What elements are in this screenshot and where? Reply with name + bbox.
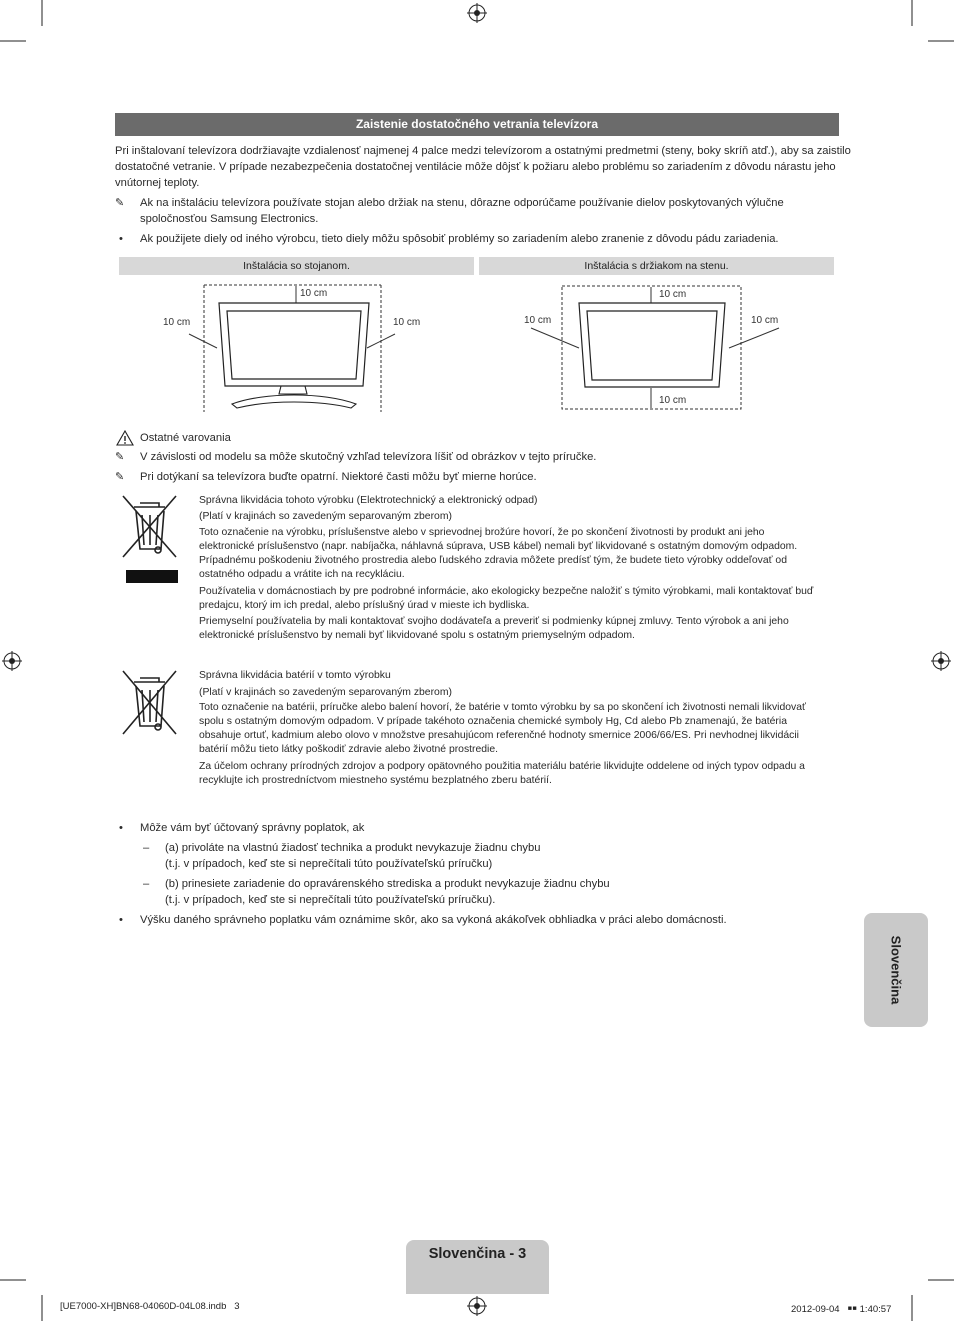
stand-left-distance: 10 cm [163,317,191,328]
product-disposal-line-5: Používatelia v domácnostiach by pre podrobné informácie, ako ekologicky bezpečne naložiť s týmito výrobkami, mali kontaktovať buď [199,586,814,597]
product-disposal-title: Správna likvidácia tohoto výrobku (Elektrotechnický a elektronický odpad) [199,495,538,506]
note-line-1: Ak na inštaláciu televízora používate stojan alebo držiak na stenu, dôrazne odporúčame používanie dielov poskytovaných výlučne [140,197,784,209]
product-disposal-line-8: elektronické príslušenstvo by nemali byť likvidované spolu s ostatným priemyselným odpadom. [199,630,635,641]
wall-top-distance: 10 cm [659,289,687,300]
bullet-icon: • [119,233,123,245]
section-title: Zaistenie dostatočného vetrania televízora [115,113,839,136]
battery-disposal-line-3: obsahuje ortuť, kadmium alebo olovo v množstve presahujúcom referenčné hodnoty smernice 2006/66/ES. Pri nevhodnej likvidácii [199,730,799,741]
product-disposal-line-1: Toto označenie na výrobku, príslušenstve alebo v sprievodnej brožúre hovorí, že po skončení životnosti by produkt ani jeho [199,527,765,538]
wall-installation-diagram [479,276,834,416]
wall-left-distance: 10 cm [524,315,552,326]
warning-triangle-icon [116,430,134,446]
wall-caption: Inštalácia s držiakom na stenu. [479,257,834,275]
language-side-tab-label: Slovenčina [888,935,904,1005]
warning-note-1: V závislosti od modelu sa môže skutočný vzhľad televízora líšiť od obrázkov v tejto príručke. [140,451,597,463]
note-icon: ✎ [115,197,125,209]
battery-disposal-line-1: Toto označenie na batérii, príručke alebo balení hovorí, že batérie v tomto výrobku by sa po skončení ich životnosti nemali likvidovať [199,702,806,713]
stand-installation-diagram [119,276,474,416]
product-disposal-line-3: Prípadnému poškodeniu životného prostredia alebo ľudského zdravia môžete predísť tým, že budete tieto výrobky oddeľovať od [199,555,787,566]
footer-timestamp: 2012-09-04 ￭￭ 1:40:57 [791,1304,892,1315]
wall-bottom-distance: 10 cm [659,395,687,406]
fee-dash-2-icon: – [143,878,150,890]
fee-dash-1-line-2: (t.j. v prípadoch, keď ste si neprečítali túto používateľskú príručku) [165,858,493,870]
battery-disposal-line-5: Za účelom ochrany prírodných zdrojov a podpory opätovného použitia materiálu batérie likvidujte oddelene od iných typov odpadu a [199,761,805,772]
warning-note-2: Pri dotýkaní sa televízora buďte opatrní. Niektoré časti môžu byť mierne horúce. [140,471,537,483]
intro-line-2: dostatočné vetranie. V prípade nezabezpečenia dostatočnej ventilácie môže dôjsť k požiaru alebo problému so zariadením z dôvodu nárastu jeho [115,161,836,173]
fee-bullet-1-icon: • [119,822,123,834]
warnings-title: Ostatné varovania [140,432,231,444]
product-disposal-line-6: predajcu, ktorý im ich predal, alebo príslušný úrad v mieste ich bydliska. [199,600,530,611]
fee-bullet-2-icon: • [119,914,123,926]
intro-line-1: Pri inštalovaní televízora dodržiavajte vzdialenosť najmenej 4 palce medzi televízorom a ostatnými predmetmi (steny, boky skríň atď.), aby sa zaistilo [115,145,851,157]
fee-dash-2-line-2: (t.j. v prípadoch, keď ste si neprečítali túto používateľskú príručku). [165,894,496,906]
battery-disposal-line-4: batérií môžu tieto látky poškodiť zdravie alebo životné prostredie. [199,744,499,755]
product-disposal-line-4: ostatného odpadu a vrátite ich na recykláciu. [199,569,405,580]
warning-note-icon-2: ✎ [115,471,125,483]
fee-dash-1-line-1: (a) privoláte na vlastnú žiadosť technika a produkt nevykazuje žiadnu chybu [165,842,541,854]
language-side-tab [864,913,928,1027]
fee-bullet-1: Môže vám byť účtovaný správny poplatok, ak [140,822,365,834]
product-disposal-subtitle: (Platí v krajinách so zavedeným separovaným zberom) [199,511,452,522]
product-disposal-line-2: elektronické príslušenstvo (napr. nabíjačka, náhlavná súprava, USB kábel) nemali byť likvidované s ostatným domovým odpadom. [199,541,798,552]
product-disposal-line-7: Priemyselní používatelia by mali kontaktovať svojho dodávateľa a preveriť si podmienky kúpnej zmluvy. Tento výrobok a ani jeho [199,616,789,627]
stand-top-distance: 10 cm [300,288,328,299]
fee-bullet-2: Výšku daného správneho poplatku vám oznámime skôr, ako sa vykoná akákoľvek obhliadka v práci alebo domácnosti. [140,914,727,926]
note-line-2: spoločnosťou Samsung Electronics. [140,213,319,225]
page-number-label: Slovenčina - 3 [428,1246,527,1262]
fee-dash-1-icon: – [143,842,150,854]
fee-dash-2-line-1: (b) prinesiete zariadenie do opravárenského strediska a produkt nevykazuje žiadnu chybu [165,878,610,890]
battery-disposal-subtitle: (Platí v krajinách so zavedeným separovaným zberom) [199,687,452,698]
intro-line-3: vnútornej teploty. [115,177,200,189]
warning-note-icon-1: ✎ [115,451,125,463]
bullet-text: Ak použijete diely od iného výrobcu, tieto diely môžu spôsobiť problémy so zariadením alebo zranenie z dôvodu pádu zariadenia. [140,233,779,245]
crossed-battery-bin-icon [119,668,181,738]
battery-disposal-title: Správna likvidácia batérií v tomto výrobku [199,670,391,681]
battery-disposal-line-2: spolu s ostatným domovým odpadom. V prípade takéhoto označenia chemické symboly Hg, Cd alebo Pb znamenajú, že batéria [199,716,787,727]
footer-file-info: [UE7000-XH]BN68-04060D-04L08.indb 3 [60,1301,240,1312]
crossed-wheelie-bin-icon [119,493,181,585]
stand-right-distance: 10 cm [393,317,421,328]
page-number-tab [406,1240,549,1294]
wall-right-distance: 10 cm [751,315,779,326]
stand-caption: Inštalácia so stojanom. [119,257,474,275]
battery-disposal-line-6: recyklujte ich prostredníctvom miestneho systému bezplatného zberu batérií. [199,775,552,786]
